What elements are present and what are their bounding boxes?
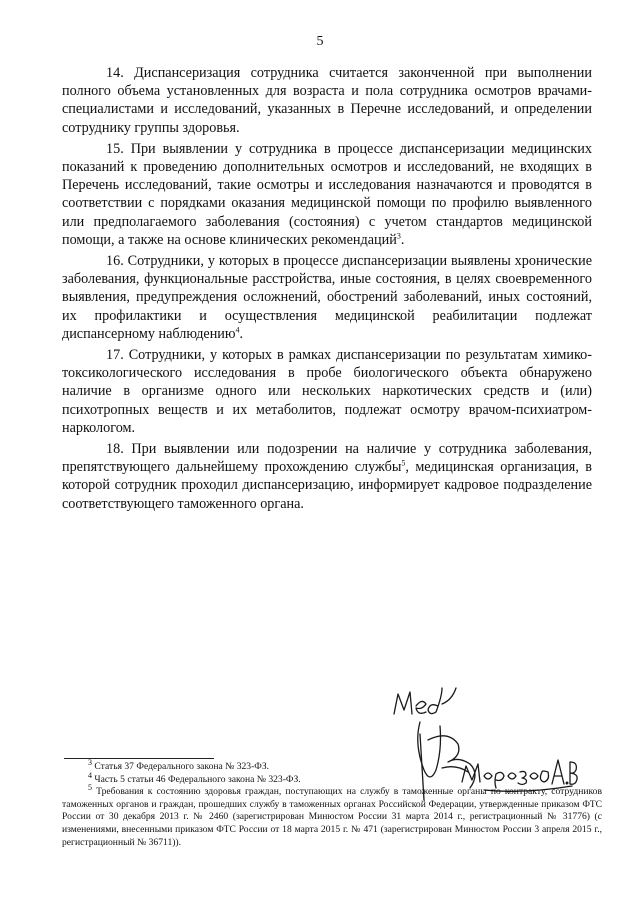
footnotes <box>62 757 602 849</box>
footnote-text: Статья 37 Федерального закона № 323-ФЗ. <box>94 761 270 772</box>
footnote-mark: 4 <box>88 770 92 780</box>
footnote-text: Требования к состоянию здоровья граждан, поступающих на службу в таможенные органы по контракту, сотрудников таможенных органов и граждан, прошедших службу в таможенных органах Российской Федерации, утвержденные приказом ФТС России от 30 декабря 2013 г. № 2460 (зарегистрирован Минюстом России 31 марта 2014 г., регистрационный № 31776) (с изменениями, внесенными приказом ФТС России от 18 марта 2015 г. № 471 (зарегистрирован Минюстом России 3 апреля 2015 г., регистрационный № 36711)). <box>62 786 602 848</box>
footnote-separator <box>64 758 214 759</box>
paragraph-text: 14. Диспансеризация сотрудника считается законченной при выполнении полного объема установленных для возраста и пола сотрудника осмотров врачами-специалистами и исследований, указанных в Перечне исследований, и определении сотруднику группы здоровья. <box>62 65 592 136</box>
footnote-4 <box>62 770 602 787</box>
paragraph-16 <box>62 252 592 343</box>
paragraph-text: 18. При выявлении или подозрении на наличие у сотрудника заболевания, препятствующего дальнейшему прохождению службы <box>62 441 592 476</box>
paragraph-15 <box>62 140 592 249</box>
footnote-3 <box>62 757 602 774</box>
paragraph-text: 15. При выявлении у сотрудника в процессе диспансеризации медицинских показаний к проведению дополнительных осмотров и исследований, не входящих в Перечень исследований, такие осмотры и исследования назначаются и проводятся в соответствии с порядками оказания медицинской помощи по профилю выявленного или предполагаемого заболевания (состояния) с учетом стандартов медицинской помощи, а также на основе клинических рекомендаций <box>62 140 592 248</box>
page-number: 5 <box>316 34 324 49</box>
document-body <box>62 64 592 516</box>
paragraph-tail: , медицинская организация, в которой сотрудник проходил диспансеризацию, информирует кадровое подразделение соответствующего таможенного органа. <box>62 459 592 512</box>
footnote-ref: 3 <box>396 231 401 241</box>
paragraph-17 <box>62 346 592 437</box>
footnote-text: Часть 5 статьи 46 Федерального закона № 323-ФЗ. <box>94 773 301 785</box>
paragraph-14 <box>62 64 592 137</box>
paragraph-tail: . <box>239 325 244 342</box>
footnote-ref: 5 <box>401 458 406 468</box>
paragraph-text: 17. Сотрудники, у которых в рамках диспансеризации по результатам химико-токсикологического исследования в пробе биологического объекта обнаружено наличие в организме одного или нескольких наркотических средств и (или) психотропных веществ и их метаболитов, подлежат осмотру врачом-психиатром-наркологом. <box>62 347 592 436</box>
footnote-ref: 4 <box>235 325 240 335</box>
footnote-5 <box>62 783 602 849</box>
paragraph-18 <box>62 440 592 513</box>
paragraph-tail: . <box>400 231 405 248</box>
footnote-mark: 5 <box>88 783 92 792</box>
footnote-mark: 3 <box>88 757 92 767</box>
paragraph-text: 16. Сотрудники, у которых в процессе диспансеризации выявлены хронические заболевания, функциональные расстройства, иные состояния, в целях своевременного выявления, предупреждения осложнений, обострений заболеваний, иных состояний, их профилактики и осуществления медицинской реабилитации подлежат диспансерному наблюдению <box>62 253 592 342</box>
